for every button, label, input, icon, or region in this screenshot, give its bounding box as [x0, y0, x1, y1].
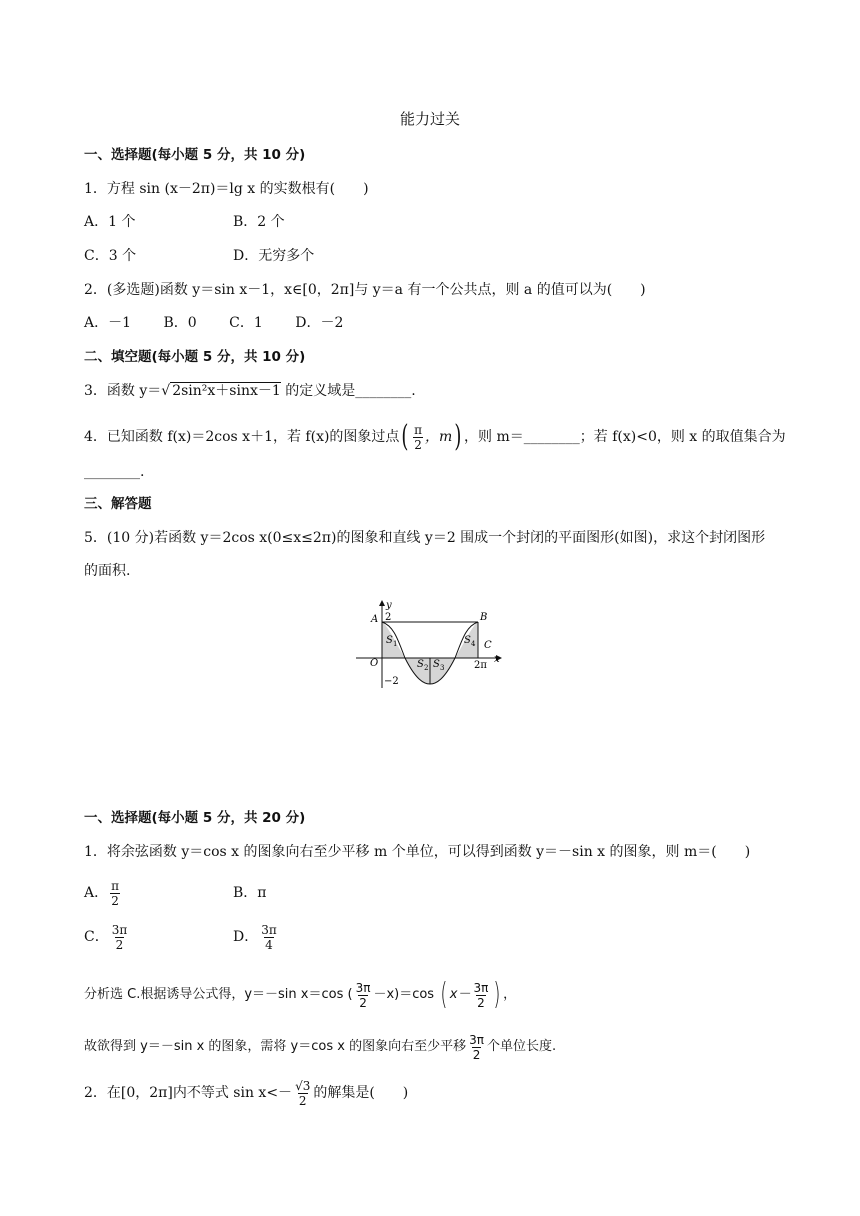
- q4-line2: ________.: [84, 464, 145, 480]
- q4-prefix: 4．已知函数 f(x)＝2cos x＋1，若 f(x)的图象过点: [84, 429, 400, 445]
- label-2pi: 2π: [474, 660, 487, 671]
- q3-suffix: 的定义域是________.: [280, 383, 416, 399]
- section2-header: 二、填空题(每小题 5 分，共 10 分): [84, 349, 306, 365]
- label-2: 2: [385, 612, 392, 623]
- label-B: B: [480, 612, 488, 623]
- q1-option-a: A．1 个: [84, 214, 136, 230]
- label-C: C: [484, 640, 492, 651]
- p2-q1-analysis-1: 分析选 C.根据诱导公式得，y＝－sin x＝cos ( $\frac{3\pi}{2}$ －x)＝cos ( x－ $\frac{3\pi}{2}$ ) ，: [84, 977, 517, 1012]
- y-axis-arrow: [379, 600, 385, 606]
- label-S2: S: [417, 659, 424, 670]
- part2-header: 一、选择题(每小题 5 分，共 20 分): [84, 810, 306, 826]
- label-neg2: −2: [384, 676, 399, 687]
- section1-header: 一、选择题(每小题 5 分，共 10 分): [84, 147, 306, 163]
- q5-line1: 5．(10 分)若函数 y＝2cos x(0≤x≤2π)的图象和直线 y＝2 围成一个封闭的平面图形(如图)，求这个封闭图形: [84, 530, 766, 546]
- q2-option-a: A．－1: [84, 315, 132, 331]
- label-S1: S: [386, 635, 393, 646]
- q3-prefix: 3．函数 y＝: [84, 383, 162, 399]
- label-O: O: [370, 658, 379, 669]
- p2-q1-option-b: B．π: [233, 885, 267, 901]
- q4-point-den: 2: [414, 437, 422, 452]
- q1-option-b: B．2 个: [233, 214, 285, 230]
- q4-point-rest: ，m: [425, 429, 453, 445]
- q1-text: 1．方程 sin (x－2π)＝lg x 的实数根有( ): [84, 181, 369, 197]
- q2-option-d: D．－2: [295, 315, 344, 331]
- q4-line1: [84, 419, 786, 454]
- label-S3-sub: 3: [440, 664, 445, 672]
- q4-point: ( $\frac{\pi}{2}$ ，m ): [401, 419, 462, 454]
- q3-radicand: 2sin²x＋sinx－1: [172, 383, 281, 399]
- q2-options: [84, 313, 343, 333]
- q4-suffix: ，则 m＝________；若 f(x)<0，则 x 的取值集合为: [464, 429, 786, 445]
- label-S1-sub: 1: [393, 640, 398, 648]
- label-A: A: [371, 614, 379, 625]
- p2-q2-text: 2．在[0，2π]内不等式 sin x<－ $\frac{√3}{2}$ 的解集是( ): [84, 1078, 409, 1108]
- cosine-area-figure: [350, 600, 510, 692]
- label-S4-sub: 4: [471, 640, 476, 648]
- section3-header: 三、解答题: [84, 496, 152, 512]
- label-S4: S: [464, 635, 471, 646]
- q3-text: 3．函数 y＝√ 2sin²x＋sinx－1 的定义域是________.: [84, 383, 416, 399]
- q2-option-c: C．1: [229, 315, 263, 331]
- p2-q1-option-c: C． $\frac{3\pi}{2}$: [84, 922, 128, 952]
- q2-text: 2．(多选题)函数 y＝sin x－1，x∈[0，2π]与 y＝a 有一个公共点，则 a 的值可以为( ): [84, 282, 646, 298]
- q4-point-num: π: [414, 422, 423, 437]
- label-S2-sub: 2: [424, 664, 429, 672]
- q1-option-d: D．无穷多个: [233, 248, 315, 264]
- q1-option-c: C．3 个: [84, 248, 137, 264]
- q2-option-b: B．0: [163, 315, 197, 331]
- q5-line2: 的面积.: [84, 563, 131, 579]
- label-S3: S: [433, 659, 440, 670]
- page-title: 能力过关: [399, 110, 460, 128]
- p2-q1-option-d: D． $\frac{3\pi}{4}$: [233, 922, 277, 952]
- p2-q1-option-a: A． $\frac{\pi}{2}$: [84, 878, 120, 908]
- label-y: y: [386, 600, 392, 611]
- p2-q1-text: 1．将余弦函数 y＝cos x 的图象向右至少平移 m 个单位，可以得到函数 y＝－sin x 的图象，则 m＝( ): [84, 844, 751, 860]
- label-x: x: [494, 654, 500, 665]
- p2-q1-analysis-2: 故欲得到 y＝－sin x 的图象，需将 y＝cos x 的图象向右至少平移 $\frac{3\pi}{2}$ 个单位长度.: [84, 1032, 557, 1062]
